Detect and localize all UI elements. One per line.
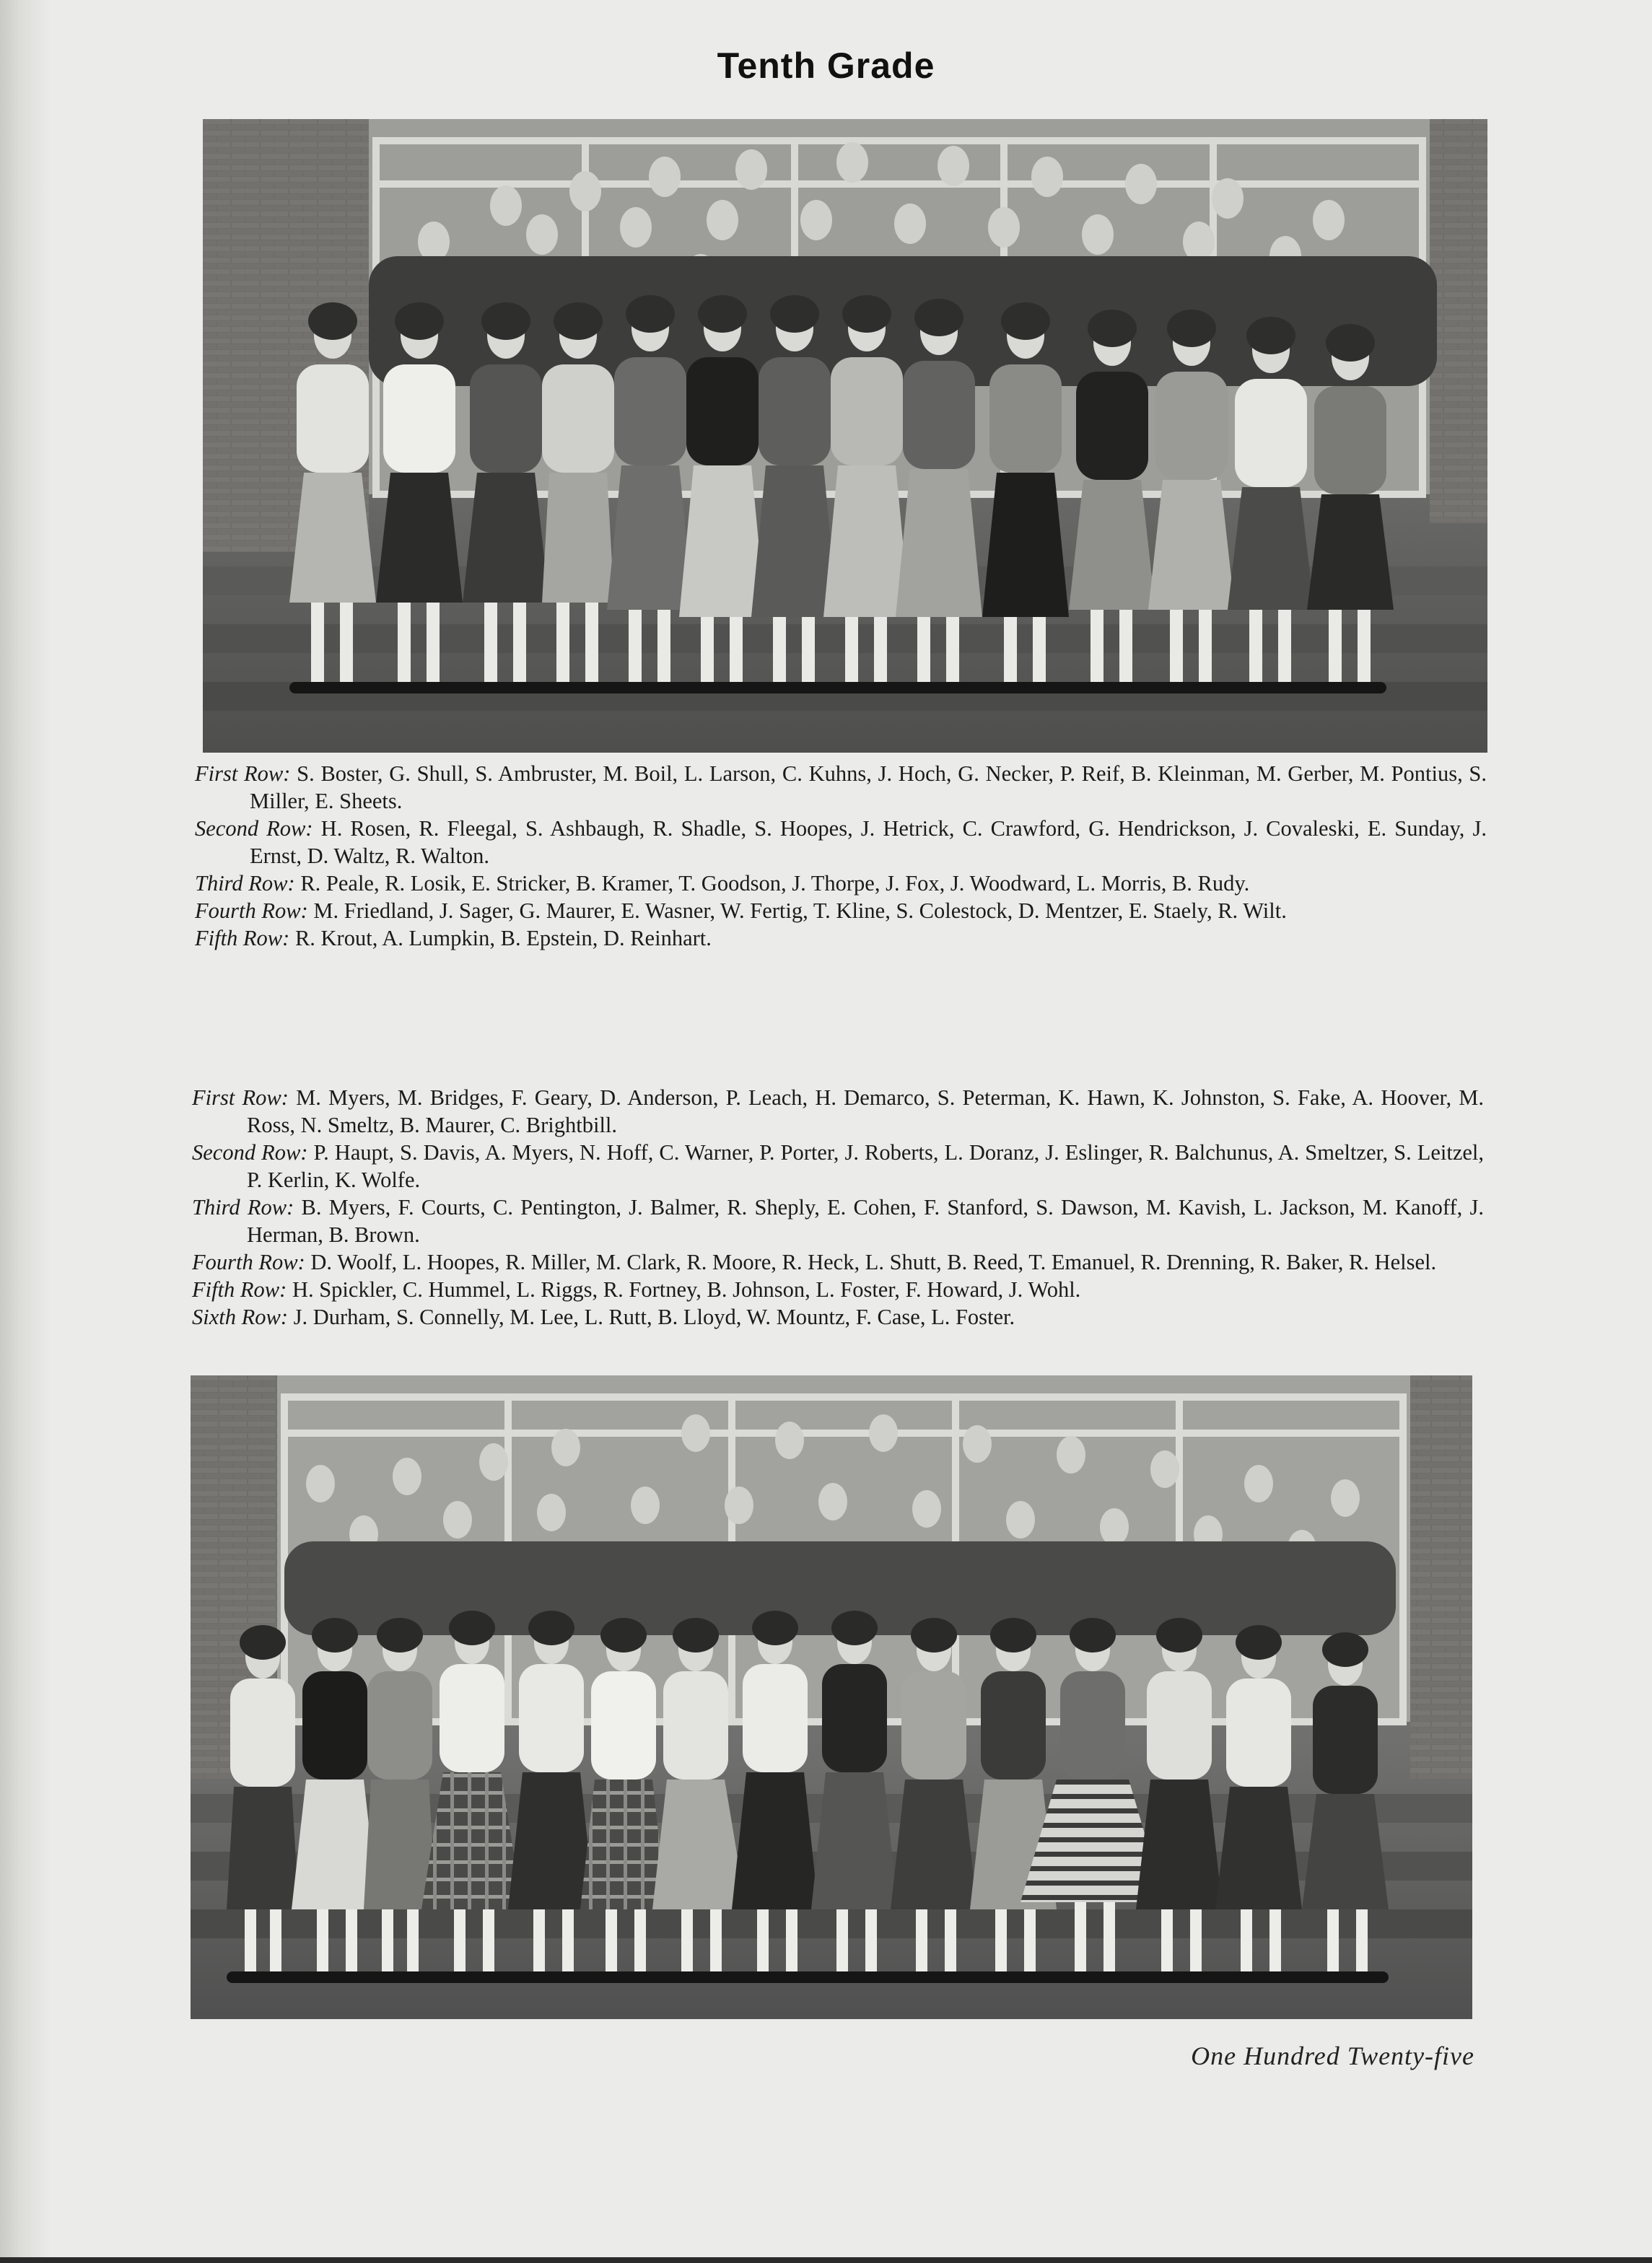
row-names: B. Myers, F. Courts, C. Pentington, J. Balmer, R. Sheply, E. Cohen, F. Stanford, S. Dawson, M. Kavish, L. Jackson, M. Kanoff, J. Herman, B. Brown. [247, 1195, 1485, 1247]
row-label: First Row: [192, 1085, 289, 1110]
row-names: J. Durham, S. Connelly, M. Lee, L. Rutt, B. Lloyd, W. Mountz, F. Case, L. Foster. [293, 1305, 1015, 1329]
row-label: Second Row: [195, 816, 313, 841]
row-label: Third Row: [195, 871, 295, 896]
caption-bottom-photo [192, 1084, 1484, 1331]
caption-row [192, 1276, 1484, 1303]
row-names: M. Myers, M. Bridges, F. Geary, D. Anderson, P. Leach, H. Demarco, S. Peterman, K. Hawn, K. Johnston, S. Fake, A. Hoover, M. Ross, N. Smeltz, B. Maurer, C. Brightbill. [247, 1085, 1484, 1137]
row-label: Second Row: [192, 1140, 308, 1165]
caption-row [192, 1139, 1484, 1194]
row-names: D. Woolf, L. Hoopes, R. Miller, M. Clark, R. Moore, R. Heck, L. Shutt, B. Reed, T. Emanuel, R. Drenning, R. Baker, R. Helsel. [310, 1250, 1437, 1274]
caption-row [195, 924, 1487, 952]
class-photo-top [203, 119, 1487, 753]
row-label: Fifth Row: [195, 926, 290, 950]
caption-row [192, 1248, 1484, 1276]
row-names: R. Krout, A. Lumpkin, B. Epstein, D. Reinhart. [294, 926, 712, 950]
caption-row [195, 897, 1487, 924]
row-label: Sixth Row: [192, 1305, 288, 1329]
row-names: H. Spickler, C. Hummel, L. Riggs, R. Fortney, B. Johnson, L. Foster, F. Howard, J. Wohl. [292, 1277, 1081, 1302]
row-label: Fourth Row: [195, 898, 308, 923]
caption-row [192, 1084, 1484, 1139]
page-title: Tenth Grade [717, 45, 935, 86]
row-names: P. Haupt, S. Davis, A. Myers, N. Hoff, C. Warner, P. Porter, J. Roberts, L. Doranz, J. Eslinger, R. Balchunus, A. Smeltzer, S. Leitzel, P. Kerlin, K. Wolfe. [247, 1140, 1485, 1192]
caption-row [192, 1194, 1484, 1248]
row-names: M. Friedland, J. Sager, G. Maurer, E. Wasner, W. Fertig, T. Kline, S. Colestock, D. Mentzer, E. Staely, R. Wilt. [313, 898, 1287, 923]
row-label: Fourth Row: [192, 1250, 305, 1274]
row-label: Fifth Row: [192, 1277, 287, 1302]
page-bottom-edge [0, 2257, 1652, 2263]
class-group-photo-icon [191, 1375, 1472, 2019]
caption-row [195, 760, 1487, 815]
caption-row [192, 1303, 1484, 1331]
row-names: R. Peale, R. Losik, E. Stricker, B. Kramer, T. Goodson, J. Thorpe, J. Fox, J. Woodward, L. Morris, B. Rudy. [300, 871, 1250, 896]
caption-top-photo [195, 760, 1487, 952]
row-label: First Row: [195, 761, 291, 786]
caption-row [195, 870, 1487, 897]
row-label: Third Row: [192, 1195, 294, 1220]
page-binding-edge [0, 0, 51, 2263]
caption-row [195, 815, 1487, 870]
class-group-photo-icon [203, 119, 1487, 753]
class-photo-bottom [191, 1375, 1472, 2019]
page-number: One Hundred Twenty-five [1191, 2041, 1474, 2070]
row-names: S. Boster, G. Shull, S. Ambruster, M. Boil, L. Larson, C. Kuhns, J. Hoch, G. Necker, P. Reif, B. Kleinman, M. Gerber, M. Pontius, S. Miller, E. Sheets. [250, 761, 1487, 813]
row-names: H. Rosen, R. Fleegal, S. Ashbaugh, R. Shadle, S. Hoopes, J. Hetrick, C. Crawford, G. Hendrickson, J. Covaleski, E. Sunday, J. Ernst, D. Waltz, R. Walton. [250, 816, 1487, 868]
